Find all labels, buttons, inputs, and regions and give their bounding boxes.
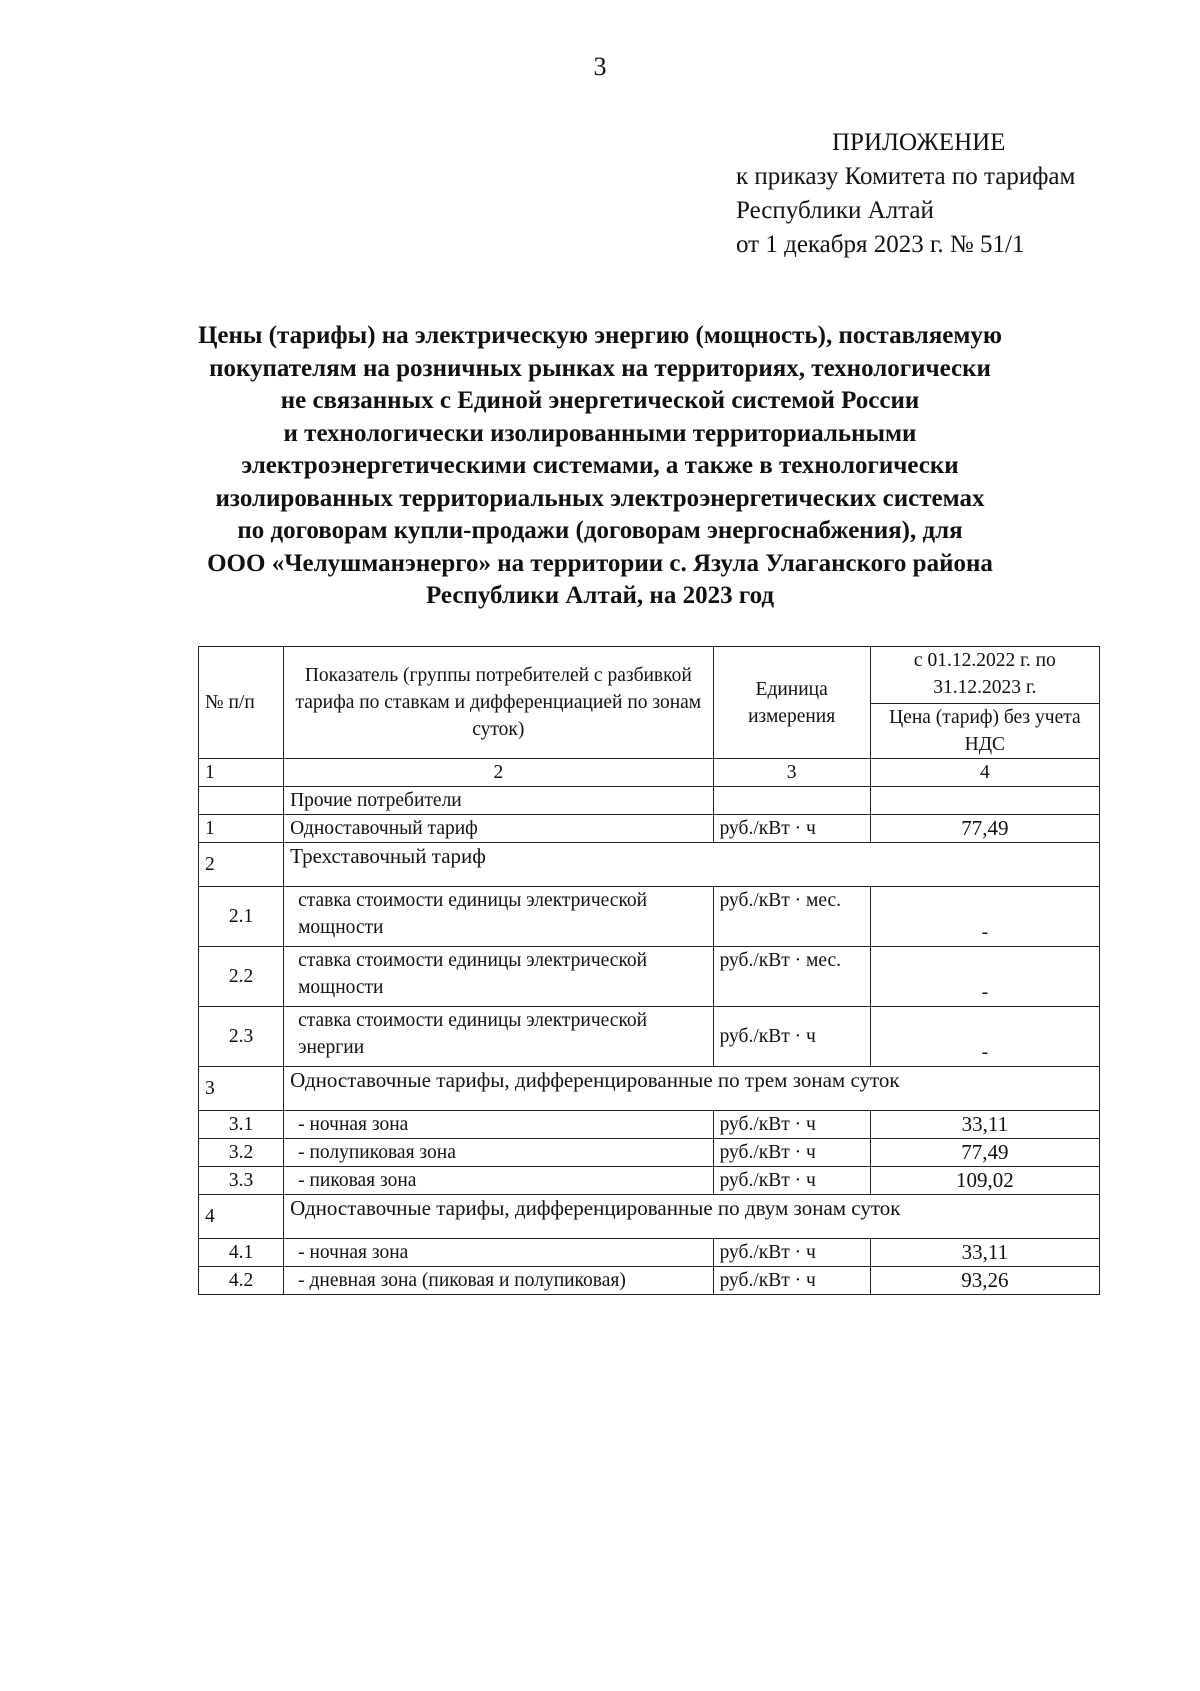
row-unit: руб./кВт · ч: [713, 1239, 870, 1267]
col-number: 1: [199, 759, 284, 787]
row-label: - ночная зона: [284, 1239, 713, 1267]
group-value: [870, 787, 1099, 815]
row-unit: руб./кВт · ч: [713, 815, 870, 843]
tariff-table: [198, 646, 1100, 1295]
appendix-date: от 1 декабря 2023 г. № 51/1: [736, 231, 1025, 258]
table-row: [199, 815, 1100, 843]
group-num: [199, 787, 284, 815]
section-label: Одноставочные тарифы, дифференцированные по двум зонам суток: [284, 1195, 1100, 1239]
group-unit: [713, 787, 870, 815]
section-label: Трехставочный тариф: [284, 843, 1100, 887]
row-num: 4.2: [199, 1267, 284, 1295]
row-unit: руб./кВт · мес.: [713, 887, 870, 947]
row-unit: руб./кВт · ч: [713, 1167, 870, 1195]
section-row: [199, 1195, 1100, 1239]
table-row: [199, 947, 1100, 1007]
header-row: [199, 647, 1100, 704]
table-row: [199, 1007, 1100, 1067]
appendix-heading: ПРИЛОЖЕНИЕ: [832, 129, 1006, 156]
row-value: -: [870, 1007, 1099, 1067]
row-label: ставка стоимости единицы электрической энергии: [284, 1007, 713, 1067]
row-value: 77,49: [870, 1139, 1099, 1167]
row-unit: руб./кВт · ч: [713, 1007, 870, 1067]
col-number: 4: [870, 759, 1099, 787]
col-number: 3: [713, 759, 870, 787]
row-label: Одноставочный тариф: [284, 815, 713, 843]
row-value: 93,26: [870, 1267, 1099, 1295]
header-period: с 01.12.2022 г. по 31.12.2023 г.: [870, 647, 1099, 704]
row-unit: руб./кВт · ч: [713, 1111, 870, 1139]
title-line: ООО «Челушманэнерго» на территории с. Язула Улаганского района: [207, 549, 993, 577]
section-num: 2: [199, 843, 284, 887]
row-label: ставка стоимости единицы электрической мощности: [284, 887, 713, 947]
appendix-order-ref: к приказу Комитета по тарифам: [736, 163, 1076, 190]
row-value: 109,02: [870, 1167, 1099, 1195]
column-number-row: [199, 759, 1100, 787]
title-line: не связанных с Единой энергетической системой России: [280, 387, 920, 414]
group-row: [199, 787, 1100, 815]
title-line: изолированных территориальных электроэнергетических системах: [215, 484, 985, 512]
row-num: 4.1: [199, 1239, 284, 1267]
row-label: - дневная зона (пиковая и полупиковая): [284, 1267, 713, 1295]
row-value: 33,11: [870, 1111, 1099, 1139]
row-label: - ночная зона: [284, 1111, 713, 1139]
row-value: -: [870, 887, 1099, 947]
row-unit: руб./кВт · ч: [713, 1139, 870, 1167]
row-num: 2.2: [199, 947, 284, 1007]
header-indicator: Показатель (группы потребителей с разбивкой тарифа по ставкам и дифференциацией по зонам суток): [284, 647, 713, 759]
row-value: 77,49: [870, 815, 1099, 843]
row-value: 33,11: [870, 1239, 1099, 1267]
table-row: [199, 887, 1100, 947]
table-row: [199, 1239, 1100, 1267]
row-label: - пиковая зона: [284, 1167, 713, 1195]
header-num: № п/п: [199, 647, 284, 759]
section-num: 3: [199, 1067, 284, 1111]
header-unit: Единица измерения: [713, 647, 870, 759]
title-line: Цены (тарифы) на электрическую энергию (мощность), поставляемую: [197, 322, 1003, 349]
row-num: 1: [199, 815, 284, 843]
table-row: [199, 1267, 1100, 1295]
section-row: [199, 843, 1100, 887]
row-num: 2.1: [199, 887, 284, 947]
appendix-block: [736, 126, 1075, 262]
title-line: и технологически изолированными территориальными: [283, 419, 917, 447]
document-title: [100, 320, 1100, 613]
table-row: [199, 1111, 1100, 1139]
row-unit: руб./кВт · ч: [713, 1267, 870, 1295]
row-value: -: [870, 947, 1099, 1007]
section-row: [199, 1067, 1100, 1111]
col-number: 2: [284, 759, 713, 787]
section-num: 4: [199, 1195, 284, 1239]
page-number: 3: [593, 52, 607, 81]
title-line: по договорам купли-продажи (договорам энергоснабжения), для: [237, 517, 963, 544]
row-label: - полупиковая зона: [284, 1139, 713, 1167]
group-label: Прочие потребители: [284, 787, 713, 815]
row-num: 3.1: [199, 1111, 284, 1139]
title-line: покупателям на розничных рынках на территориях, технологически: [209, 354, 991, 382]
section-label: Одноставочные тарифы, дифференцированные по трем зонам суток: [284, 1067, 1100, 1111]
table-row: [199, 1167, 1100, 1195]
title-line: Республики Алтай, на 2023 год: [425, 582, 774, 609]
title-line: электроэнергетическими системами, а также в технологически: [241, 452, 959, 479]
row-label: ставка стоимости единицы электрической мощности: [284, 947, 713, 1007]
row-num: 3.2: [199, 1139, 284, 1167]
row-num: 2.3: [199, 1007, 284, 1067]
appendix-region: Республики Алтай: [736, 197, 934, 224]
header-price: Цена (тариф) без учета НДС: [870, 704, 1099, 759]
row-num: 3.3: [199, 1167, 284, 1195]
row-unit: руб./кВт · мес.: [713, 947, 870, 1007]
table-row: [199, 1139, 1100, 1167]
